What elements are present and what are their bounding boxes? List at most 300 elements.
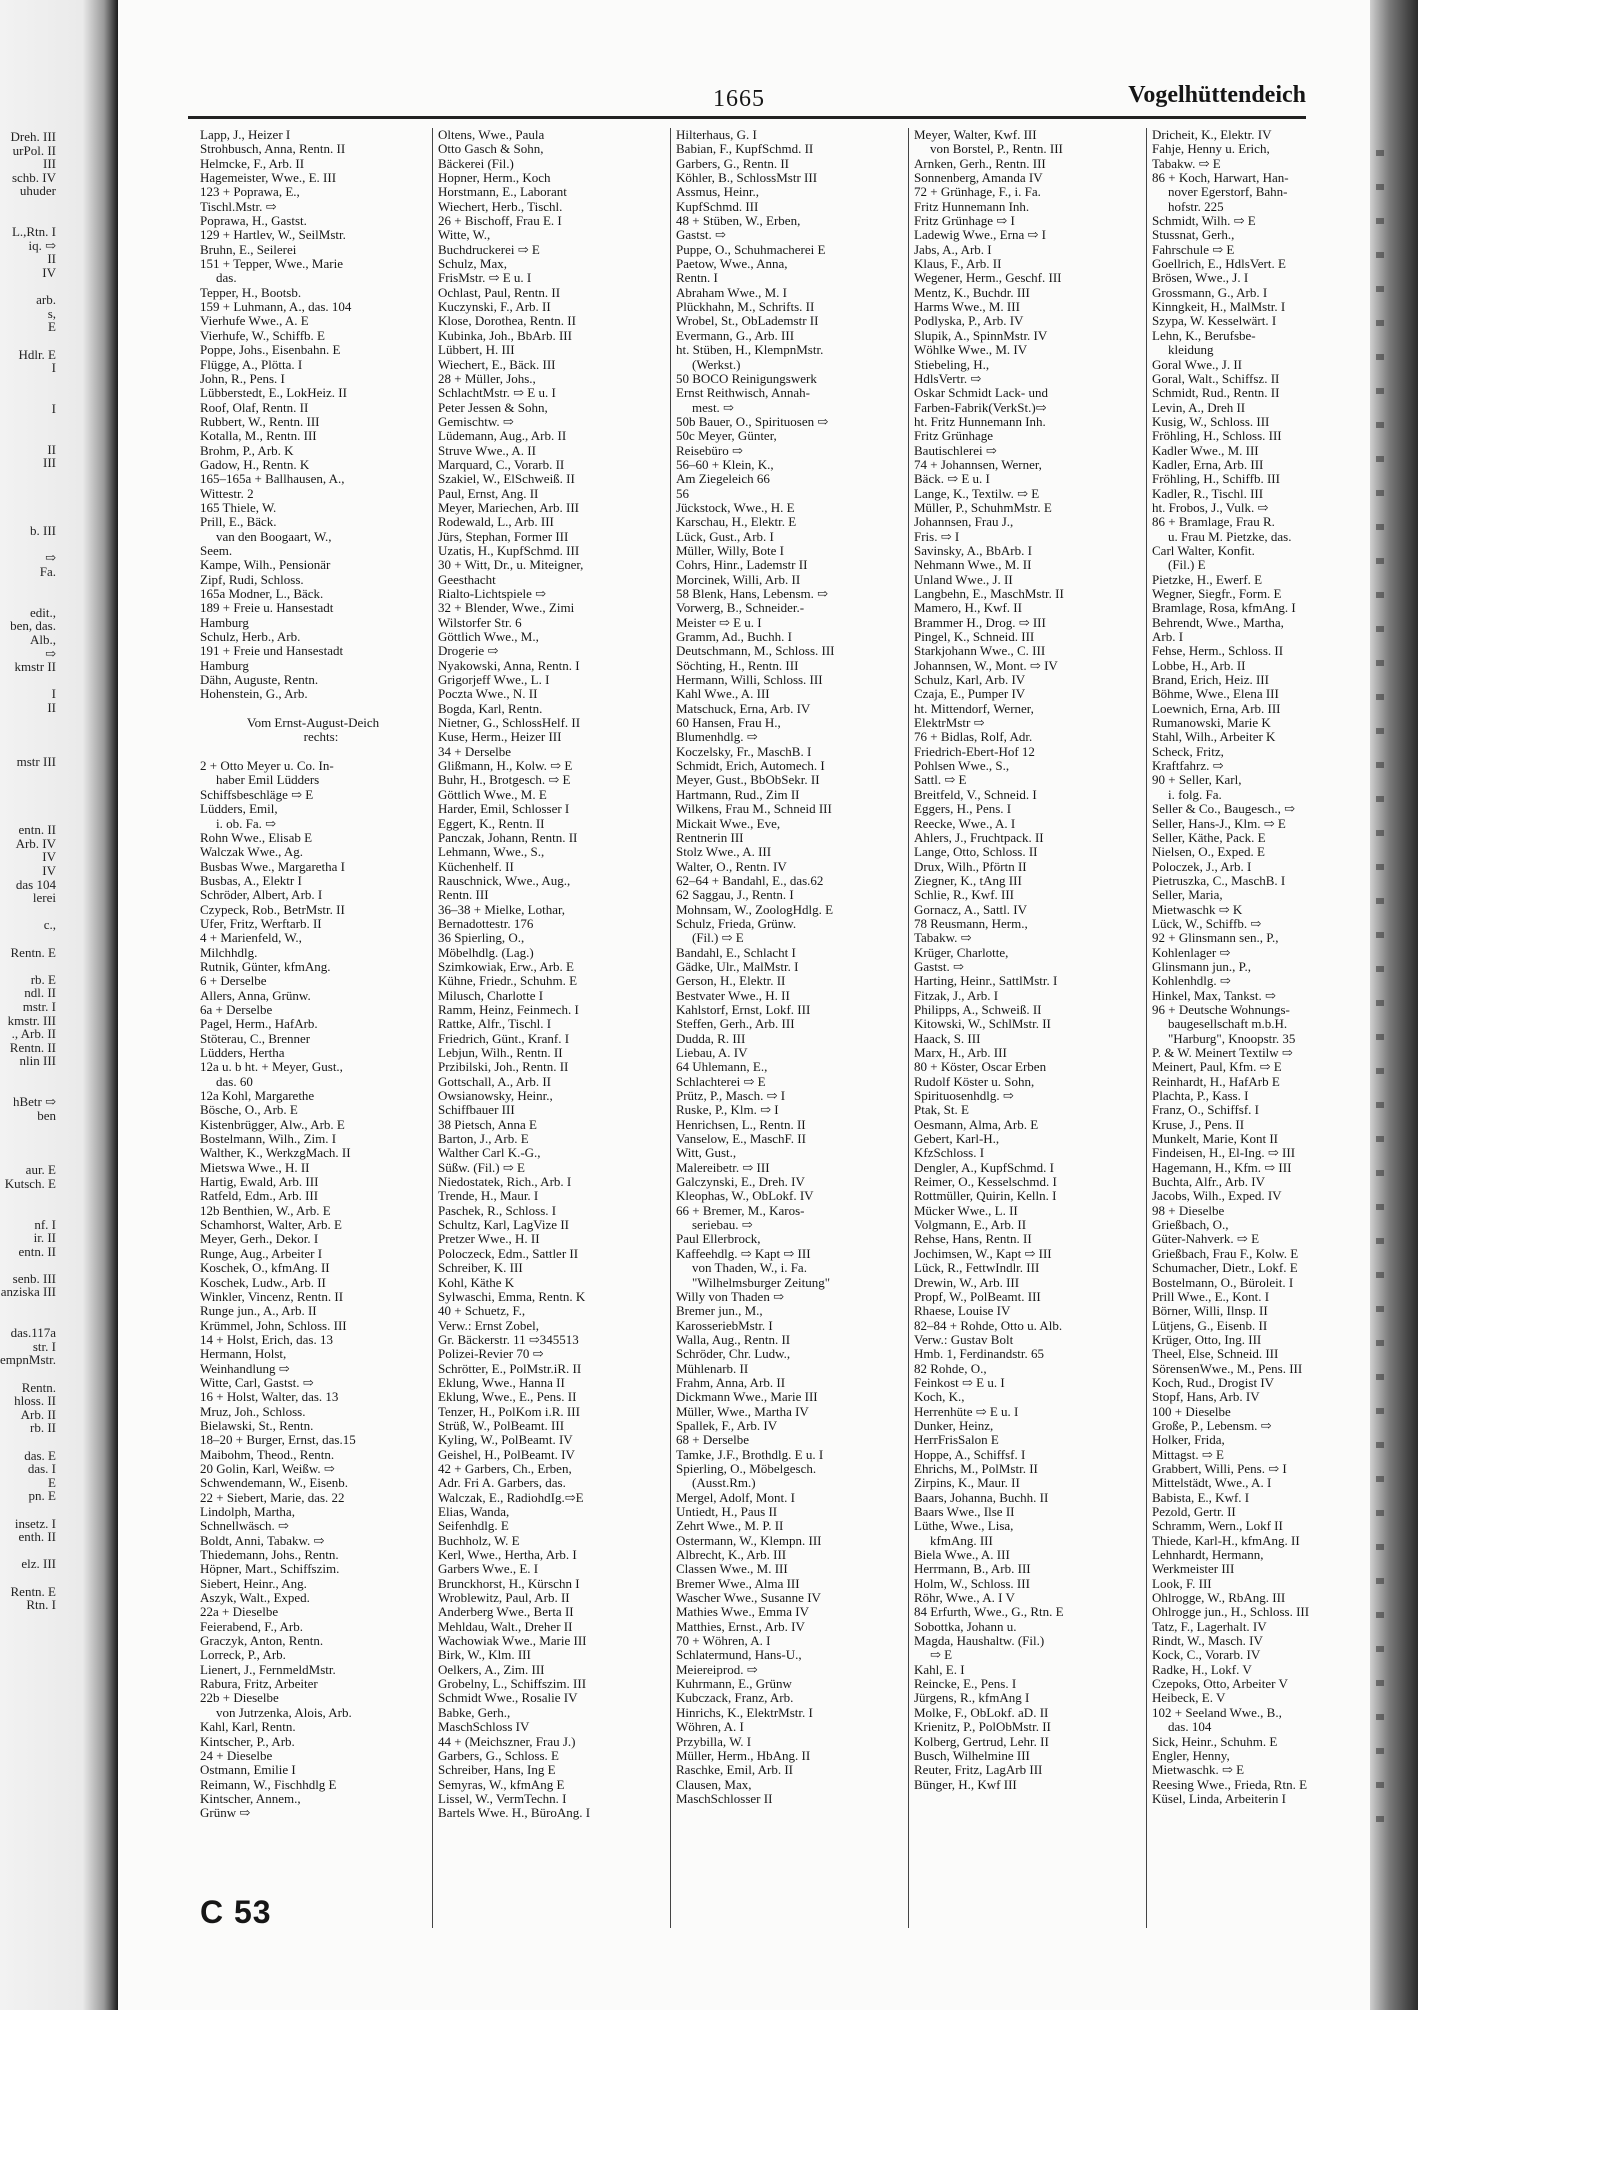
directory-entry-line: Gastst. ⇨ (914, 959, 964, 974)
directory-entry-line: Höpner, Mart., Schiffszim. (200, 1562, 340, 1577)
directory-entry-line: Bogda, Karl, Rentn. (438, 701, 543, 716)
directory-entry-line: Meyer, Gust., BbObSekr. II (676, 773, 820, 788)
directory-entry-line: Blumenhdlg. ⇨ (676, 730, 758, 745)
directory-entry-line: Hamburg (200, 658, 249, 673)
directory-entry-line: Stopf, Hans, Arb. IV (1152, 1390, 1260, 1405)
directory-entry-line: Sick, Heinr., Schuhm. E (1152, 1734, 1278, 1749)
directory-entry-line: Ptak, St. E (914, 1103, 969, 1118)
directory-entry-line: Mittelstädt, Wwe., A. I (1152, 1476, 1272, 1491)
directory-entry-line: 58 Blenk, Hans, Lebensm. ⇨ (676, 587, 829, 601)
directory-entry-line: Podlyska, P., Arb. IV (914, 314, 1024, 329)
directory-entry-line: nover Egerstorf, Bahn- (1168, 185, 1288, 200)
directory-entry-line: Winkler, Vincenz, Rentn. II (200, 1289, 344, 1304)
left-page-fragment: das 104 (15, 876, 56, 892)
directory-entry-line: Dudda, R. III (676, 1031, 746, 1046)
directory-entry-line: Cohrs, Hinr., Lademstr II (676, 558, 808, 573)
left-page-fragment: E (48, 319, 56, 335)
directory-entry-line: HerrFrisSalon E (914, 1433, 999, 1448)
directory-entry-line: Johannsen, Frau J., (914, 515, 1014, 530)
directory-entry-line: Helmcke, F., Arb. II (200, 156, 305, 171)
directory-entry-line: 165 Thiele, W. (200, 500, 277, 515)
directory-entry-line: ⇨ E (930, 1648, 953, 1663)
directory-entry-line: Gottschall, A., Arb. II (438, 1074, 552, 1089)
directory-entry-line: 40 + Schuetz, F., (438, 1304, 526, 1319)
left-page-fragment: enth. II (18, 1529, 56, 1545)
directory-entry-line: Gadow, H., Rentn. K (200, 457, 310, 472)
directory-entry-line: Stöterau, C., Brenner (200, 1031, 311, 1046)
directory-entry-line: Vanselow, E., MaschF. II (676, 1132, 806, 1147)
directory-entry-line: 64 Uhlemann, E., (676, 1060, 768, 1075)
directory-entry-line: Pezold, Gertr. II (1152, 1505, 1236, 1519)
left-page-fragment: elz. III (21, 1556, 56, 1572)
directory-entry-line: Drux, Wilh., Pförtn II (914, 859, 1027, 874)
directory-entry-line: Verw.: Gustav Bolt (914, 1332, 1014, 1347)
left-page-fragment: ben (37, 1107, 56, 1123)
left-page-fragment (0, 1258, 118, 1272)
directory-entry-line: Rubbert, W., Rentn. III (200, 414, 320, 429)
directory-entry-line: Vierhufe Wwe., A. E (200, 314, 309, 329)
directory-entry-line: Müller, Herm., HbAng. II (676, 1748, 811, 1763)
directory-entry-line: Schulz, Herb., Arb. (200, 630, 301, 645)
left-page-fragment: pn. E (28, 1488, 56, 1504)
directory-entry-line: Eggert, K., Rentn. II (438, 816, 545, 831)
directory-entry-line: Grießbach, O., (1152, 1218, 1229, 1233)
directory-entry-line: Brand, Erich, Heiz. III (1152, 673, 1269, 688)
directory-entry-line: Goral Wwe., J. II (1152, 357, 1243, 372)
directory-entry-line: (Ausst.Rm.) (692, 1476, 756, 1491)
directory-entry-line: ht. Frobos, J., Vulk. ⇨ (1152, 500, 1269, 515)
left-page-fragment (0, 769, 118, 783)
directory-entry-line: Adr. Fri A. Garbers, das. (438, 1476, 566, 1491)
directory-entry-line: Schramm, Wern., Lokf II (1152, 1519, 1283, 1534)
directory-entry-line: Zirpins, K., Maur. II (914, 1476, 1020, 1491)
directory-entry-line: Radke, H., Lokf. V (1152, 1662, 1252, 1677)
directory-entry-line: Reecke, Wwe., A. I (914, 816, 1016, 831)
directory-entry-line: Ramm, Heinz, Feinmech. I (438, 1002, 579, 1017)
directory-entry-line: Kolberg, Gertrud, Lehr. II (914, 1734, 1049, 1749)
left-page-fragment: s, (47, 305, 56, 321)
directory-entry-line: Willy von Thaden ⇨ (676, 1289, 784, 1304)
directory-entry-line: Mietwaschk ⇨ K (1152, 902, 1243, 917)
directory-entry-line: 42 + Garbers, Ch., Erben, (438, 1461, 572, 1476)
left-page-fragment (0, 1122, 118, 1136)
directory-entry-line: Frahm, Anna, Arb. II (676, 1375, 786, 1390)
directory-entry-line: Vom Ernst-August-Deich (246, 716, 380, 731)
directory-entry-line: Walter, O., Rentn. IV (676, 859, 787, 874)
directory-entry-line: 123 + Poprawa, E., (200, 185, 300, 200)
directory-entry-line: kleidung (1168, 343, 1214, 358)
directory-entry-line: Hermann, Willi, Schloss. III (676, 673, 823, 688)
directory-entry-line: Mühlenarb. II (676, 1361, 749, 1376)
directory-entry-line: Mamero, H., Kwf. II (914, 601, 1022, 616)
left-page-fragment: str. I (32, 1338, 56, 1354)
directory-entry-line: 30 + Witt, Dr., u. Miteigner, (438, 558, 584, 573)
directory-entry-line: Goral, Walt., Schiffsz. II (1152, 371, 1280, 386)
directory-entry-line: Lehmann, Wwe., S., (438, 845, 545, 860)
directory-entry-line: Babian, F., KupfSchmd. II (676, 142, 814, 157)
directory-entry-line: Lück, R., FettwIndlr. III (914, 1261, 1040, 1276)
directory-entry-line: Liebau, A. IV (676, 1046, 748, 1060)
directory-entry-line: Reimann, W., Fischhdlg E (200, 1777, 337, 1792)
directory-entry-line: 12a Kohl, Margarethe (200, 1089, 315, 1104)
directory-entry-line: Süßw. (Fil.) ⇨ E (438, 1160, 525, 1175)
left-page-fragment: rb. E (30, 971, 56, 987)
directory-entry-line: mest. ⇨ (692, 400, 734, 415)
directory-entry-line: 60 Hansen, Frau H., (676, 716, 781, 731)
directory-entry-line: Koch, Rud., Drogist IV (1152, 1375, 1275, 1390)
directory-column-5 (1152, 128, 1378, 1968)
directory-entry-line: 98 + Dieselbe (1152, 1203, 1225, 1218)
directory-entry-line: SörensenWwe., M., Pens. III (1152, 1361, 1303, 1376)
directory-entry-line: Runge, Aug., Arbeiter I (200, 1246, 323, 1261)
directory-entry-line: 90 + Seller, Karl, (1152, 773, 1242, 788)
directory-entry-line: Pietruszka, C., MaschB. I (1152, 873, 1286, 888)
left-page-fragment: Arb. IV (15, 835, 56, 851)
directory-entry-line: Busbas, A., Elektr I (200, 873, 302, 888)
directory-entry-line: 32 + Blender, Wwe., Zimi (438, 601, 575, 616)
directory-entry-line: Klose, Dorothea, Rentn. II (438, 314, 576, 329)
directory-entry-line: Prütz, P., Masch. ⇨ I (676, 1089, 786, 1104)
directory-entry-line: 100 + Dieselbe (1152, 1404, 1231, 1419)
directory-entry-line: Ahlers, J., Fruchtpack. II (914, 830, 1044, 845)
directory-entry-line: Oelkers, A., Zim. III (438, 1662, 545, 1677)
directory-entry-line: Zehrt Wwe., M. P. II (676, 1519, 784, 1534)
directory-entry-line: Boldt, Anni, Tabakw. ⇨ (200, 1533, 325, 1548)
directory-entry-line: Wöhlke Wwe., M. IV (914, 343, 1028, 358)
left-page-fragment: aur. E (25, 1162, 56, 1178)
directory-entry-line: 84 Erfurth, Wwe., G., Rtn. E (914, 1605, 1064, 1620)
directory-entry-line: Findeisen, H., El-Ing. ⇨ III (1152, 1146, 1296, 1161)
left-page-fragment (0, 1299, 118, 1313)
directory-entry-line: Lüdders, Hertha (200, 1046, 285, 1060)
directory-entry-line: Lange, K., Textilw. ⇨ E (914, 486, 1040, 501)
directory-entry-line: 6a + Derselbe (200, 1002, 273, 1017)
directory-entry-line: Rabura, Fritz, Arbeiter (200, 1677, 318, 1692)
left-page-fragment: II (47, 251, 56, 267)
directory-entry-line: Meyer, Gerh., Dekor. I (200, 1232, 319, 1247)
directory-entry-line: ElektrMstr ⇨ (914, 716, 985, 731)
directory-entry-line: Kruse, J., Pens. II (1152, 1117, 1245, 1132)
directory-entry-line: Kahl, Karl, Rentn. (200, 1720, 296, 1735)
directory-entry-line: Lübbert, H. III (438, 343, 515, 358)
directory-entry-line: Elias, Wanda, (438, 1505, 510, 1519)
directory-entry-line: Czypeck, Rob., BetrMstr. II (200, 902, 345, 917)
directory-entry-line: 26 + Bischoff, Frau E. I (438, 214, 562, 229)
directory-entry-line: Meyer, Mariechen, Arb. III (438, 500, 579, 515)
directory-entry-line: 34 + Derselbe (438, 744, 512, 759)
directory-entry-line: 20 Golin, Karl, Weißw. ⇨ (200, 1461, 335, 1476)
directory-entry-line: Hermann, Holst, (200, 1347, 287, 1362)
directory-entry-line: Möbelhdlg. (Lag.) (438, 945, 534, 960)
directory-entry-line: Hopner, Herm., Koch (438, 171, 551, 186)
left-page-fragment (0, 1435, 118, 1449)
directory-entry-line: Galczynski, E., Dreh. IV (676, 1175, 805, 1190)
directory-entry-line: Göttlich Wwe., M. E (438, 787, 547, 802)
directory-entry-line: Savinsky, A., BbArb. I (914, 543, 1032, 558)
directory-entry-line: Weinhandlung ⇨ (200, 1361, 290, 1376)
directory-entry-line: Böhme, Wwe., Elena III (1152, 687, 1279, 702)
directory-entry-line: Schreiber, Hans, Ing E (438, 1763, 556, 1778)
directory-entry-line: Mücker Wwe., L. II (914, 1203, 1018, 1218)
directory-entry-line: 38 Pietsch, Anna E (438, 1117, 537, 1132)
left-page-fragment: Hdlr. E (18, 346, 56, 362)
directory-entry-line: Wroblewitz, Paul, Arb. II (438, 1591, 570, 1606)
directory-entry-line: Witte, Carl, Gastst. ⇨ (200, 1375, 314, 1390)
directory-entry-line: Lübberstedt, E., LokHeiz. II (200, 386, 347, 401)
directory-entry-line: KfzSchloss. I (914, 1146, 985, 1161)
directory-entry-line: Müller, Wwe., Martha IV (676, 1404, 809, 1419)
directory-entry-line: Lütjens, G., Eisenb. II (1152, 1318, 1268, 1333)
directory-entry-line: Morcinek, Willi, Arb. II (676, 572, 801, 587)
directory-entry-line: Fahje, Henny u. Erich, (1152, 142, 1270, 157)
directory-entry-line: baugesellschaft m.b.H. (1168, 1017, 1288, 1032)
directory-entry-line: Paetow, Wwe., Anna, (676, 257, 788, 272)
directory-entry-line: 159 + Luhmann, A., das. 104 (200, 300, 352, 315)
directory-entry-line: Grossmann, G., Arb. I (1152, 285, 1268, 300)
directory-entry-line: Mentz, K., Buchdr. III (914, 285, 1030, 300)
directory-entry-line: Wilkens, Frau M., Schneid III (676, 802, 832, 817)
directory-entry-line: Drogerie ⇨ (438, 644, 499, 659)
header-rule (188, 116, 1306, 119)
directory-entry-line: Kadler Wwe., M. III (1152, 443, 1259, 458)
directory-entry-line: Eggers, H., Pens. I (914, 802, 1012, 817)
left-page-fragment: lerei (32, 890, 56, 906)
directory-entry-line: Harms Wwe., M. III (914, 300, 1020, 315)
directory-entry-line: Friedrich, Günt., Kranf. I (438, 1031, 570, 1046)
left-page-fragment (0, 1503, 118, 1517)
directory-entry-line: Koschek, O., kfmAng. II (200, 1261, 330, 1276)
directory-entry-line: Lüthe, Wwe., Lisa, (914, 1519, 1014, 1534)
directory-entry-line: Geesthacht (438, 572, 496, 587)
directory-entry-line: Marx, H., Arb. III (914, 1046, 1007, 1060)
directory-entry-line: von Borstel, P., Rentn. III (930, 142, 1063, 157)
directory-entry-line: Runge jun., A., Arb. II (200, 1304, 317, 1319)
directory-entry-line: Schröder, Chr. Ludw., (676, 1347, 791, 1362)
directory-entry-line: Engler, Henny, (1152, 1748, 1230, 1763)
directory-entry-line: i. folg. Fa. (1168, 787, 1222, 802)
left-page-fragment: IV (42, 264, 56, 280)
directory-entry-line: Lüdemann, Aug., Arb. II (438, 429, 567, 444)
directory-entry-line: Reincke, E., Pens. I (914, 1677, 1017, 1692)
directory-entry-line: Mathies Wwe., Emma IV (676, 1605, 809, 1620)
directory-entry-line: Seller, Hans-J., Klm. ⇨ E (1152, 816, 1286, 831)
directory-column-1 (200, 128, 426, 1968)
directory-entry-line: Lienert, J., FernmeldMstr. (200, 1662, 336, 1677)
directory-entry-line: Grobelny, L., Schiffszim. III (438, 1677, 587, 1692)
directory-entry-line: 86 + Bramlage, Frau R. (1152, 515, 1275, 530)
directory-entry-line: Meister ⇨ E u. I (676, 615, 762, 630)
left-page-fragment: uhuder (19, 183, 56, 199)
left-page-fragment: rb. II (30, 1420, 56, 1436)
directory-entry-line: i. ob. Fa. ⇨ (216, 816, 277, 831)
directory-entry-line: Paschek, R., Schloss. I (438, 1203, 557, 1218)
directory-column-2 (438, 128, 664, 1968)
directory-entry-line: Kitowski, W., SchlMstr. II (914, 1017, 1051, 1032)
directory-entry-line: Rindt, W., Masch. IV (1152, 1634, 1263, 1649)
left-page-fragment: Rentn. E (10, 1583, 56, 1599)
directory-entry-line: Feierabend, F., Arb. (200, 1619, 303, 1634)
directory-entry-line: Carl Walter, Konfit. (1152, 543, 1255, 558)
directory-entry-line: 165a Modner, L., Bäck. (200, 587, 324, 601)
directory-entry-line: Kampe, Wilh., Pensionär (200, 558, 331, 573)
directory-entry-line: Bremer jun., M., (676, 1304, 763, 1319)
directory-entry-line (200, 745, 426, 759)
left-page-fragment: Rentn. (21, 1379, 56, 1395)
left-page-fragment: senb. III (12, 1270, 56, 1286)
directory-entry-line: Zipf, Rudi, Schloss. (200, 572, 304, 587)
directory-entry-line: Peter Jessen & Sohn, (438, 400, 548, 415)
directory-entry-line: Bautischlerei ⇨ (914, 443, 997, 458)
directory-entry-line: Kadler, R., Tischl. III (1152, 486, 1264, 501)
directory-entry-line: Bäck. ⇨ E u. I (914, 472, 990, 487)
directory-entry-line: Schiffbauer III (438, 1103, 515, 1118)
directory-entry-line: Magda, Haushaltw. (Fil.) (914, 1634, 1045, 1649)
directory-entry-line: 14 + Holst, Erich, das. 13 (200, 1332, 333, 1347)
left-page-fragment: III (43, 455, 56, 471)
directory-entry-line: ht. Fritz Hunnemann Inh. (914, 414, 1046, 429)
directory-entry-line: Koczelsky, Fr., MaschB. I (676, 744, 812, 759)
directory-entry-line: Puppe, O., Schuhmacherei E (676, 242, 826, 257)
directory-entry-line: Trende, H., Maur. I (438, 1189, 539, 1204)
directory-entry-line: Szakiel, W., ElSchweiß. II (438, 472, 575, 487)
directory-entry-line: Fröhling, H., Schloss. III (1152, 429, 1282, 444)
directory-entry-line: Scheck, Fritz, (1152, 744, 1224, 759)
directory-entry-line: Siebert, Heinr., Ang. (200, 1576, 307, 1591)
directory-entry-line: Sattl. ⇨ E (914, 773, 967, 788)
left-page-fragment: Kutsch. E (4, 1175, 56, 1191)
directory-entry-line: Kistenbrügger, Alw., Arb. E (200, 1117, 345, 1132)
directory-entry-line: 165–165a + Ballhausen, A., (200, 472, 345, 487)
directory-entry-line: Kuhrmann, E., Grünw (676, 1677, 792, 1692)
directory-entry-line: Propf, W., PolBeamt. III (914, 1289, 1041, 1304)
directory-entry-line: Poczta Wwe., N. II (438, 687, 538, 702)
left-page-fragment-list (0, 0, 118, 1612)
directory-entry-line: Schnellwäsch. ⇨ (200, 1519, 289, 1534)
left-page-fragment (0, 1150, 118, 1164)
directory-entry-line: Drewin, W., Arb. III (914, 1275, 1020, 1290)
directory-entry-line: Dricheit, K., Elektr. IV (1152, 128, 1272, 142)
directory-entry-line: von Thaden, W., i. Fa. (692, 1261, 807, 1276)
directory-entry-line: Herrmann, B., Arb. III (914, 1562, 1031, 1577)
directory-entry-line: Kohl, Käthe K (438, 1275, 515, 1290)
directory-entry-line: Wöhren, A. I (676, 1720, 744, 1735)
directory-entry-line: Schmidt, Erich, Automech. I (676, 759, 825, 774)
directory-entry-line: Seem. (200, 543, 233, 558)
directory-entry-line: Bandahl, E., Schlacht I (676, 945, 796, 960)
left-page-fragment: das. I (27, 1461, 56, 1477)
directory-entry-line: Tischl.Mstr. ⇨ (200, 199, 277, 214)
directory-entry-line: Fahrschule ⇨ E (1152, 242, 1235, 257)
directory-entry-line: Barton, J., Arb. E (438, 1132, 529, 1147)
directory-entry-line: Unland Wwe., J. II (914, 572, 1013, 587)
directory-entry-line: Levin, A., Dreh II (1152, 400, 1246, 415)
directory-entry-line: von Jutrzenka, Alois, Arb. (216, 1705, 352, 1720)
left-page-fragment: ⇨ (45, 550, 56, 566)
directory-entry-line: Poloczek, J., Arb. I (1152, 859, 1252, 874)
directory-entry-line: Ostmann, Emilie I (200, 1763, 296, 1778)
directory-entry-line: 80 + Köster, Oscar Erben (914, 1060, 1047, 1075)
directory-entry-line: Jochimsen, W., Kapt ⇨ III (914, 1246, 1052, 1261)
directory-entry-line: Nielsen, O., Exped. E (1152, 845, 1266, 860)
directory-entry-line: Grießbach, Frau F., Kolw. E (1152, 1246, 1299, 1261)
directory-entry-line: Gornacz, A., Sattl. IV (914, 902, 1028, 917)
directory-entry-line: Hagemann, H., Kfm. ⇨ III (1152, 1160, 1292, 1175)
left-page-fragment: ir. II (33, 1230, 56, 1246)
directory-entry-line: Schamhorst, Walter, Arb. E (200, 1218, 342, 1233)
directory-entry-line: Kaffeehdlg. ⇨ Kapt ⇨ III (676, 1246, 811, 1261)
directory-entry-line: 4 + Marienfeld, W., (200, 931, 302, 946)
left-page-fragment (0, 212, 118, 226)
directory-entry-line: Reisebüro ⇨ (676, 443, 743, 458)
directory-entry-line: Kühne, Friedr., Schuhm. E (438, 974, 578, 989)
left-page-fragment (0, 1571, 118, 1585)
directory-entry-line: 18–20 + Burger, Ernst, das.15 (200, 1433, 356, 1448)
directory-entry-line: Theel, Else, Schneid. III (1152, 1347, 1279, 1362)
directory-entry-line: Göttlich Wwe., M., (438, 630, 539, 645)
left-page-fragment (0, 742, 118, 756)
left-page-fragment: Rentn. E (10, 944, 56, 960)
directory-entry-line: Graczyk, Anton, Rentn. (200, 1634, 324, 1649)
directory-entry-line: haber Emil Lüdders (216, 773, 320, 788)
directory-entry-line: rechts: (303, 730, 339, 745)
directory-entry-line: Garbers Wwe., E. I (438, 1562, 539, 1577)
directory-entry-line: Brösen, Wwe., J. I (1152, 271, 1249, 286)
directory-entry-line: Wittestr. 2 (200, 486, 254, 501)
left-page-fragment (0, 674, 118, 688)
directory-entry-line: Kohlenhdlg. ⇨ (1152, 974, 1231, 989)
directory-entry-line: Spallek, F., Arb. IV (676, 1418, 778, 1433)
directory-entry-line: P. & W. Meinert Textilw ⇨ (1152, 1046, 1293, 1060)
directory-entry-line: Werkmeister III (1152, 1562, 1235, 1577)
directory-entry-line: Hoppe, A., Schiffsf. I (914, 1447, 1026, 1462)
directory-entry-line: Malereibetr. ⇨ III (676, 1160, 770, 1175)
directory-entry-line: 56–60 + Klein, K., (676, 457, 774, 472)
directory-entry-line: Wegener, Herm., Geschf. III (914, 271, 1062, 286)
directory-entry-line: Schmidt Wwe., Rosalie IV (438, 1691, 578, 1706)
directory-entry-line: Rohn Wwe., Elisab E (200, 830, 313, 845)
left-page-fragment: II (47, 699, 56, 715)
directory-entry-line: Pietzke, H., Ewerf. E (1152, 572, 1263, 587)
directory-entry-line: 82–84 + Rohde, Otto u. Alb. (914, 1318, 1063, 1333)
left-page-fragment: das. E (24, 1447, 56, 1463)
directory-entry-line: Mehldau, Walt., Dreher II (438, 1619, 573, 1634)
directory-entry-line: Volgmann, E., Arb. II (914, 1218, 1027, 1233)
directory-entry-line: Kusig, W., Schloss. III (1152, 414, 1270, 429)
directory-entry-line: SchlachtMstr. ⇨ E u. I (438, 386, 556, 401)
directory-entry-line: Gädke, Ulr., MalMstr. I (676, 959, 799, 974)
directory-entry-line: Rudolf Köster u. Sohn, (914, 1074, 1035, 1089)
directory-entry-line: Harting, Heinr., SattlMstr. I (914, 974, 1058, 989)
directory-entry-line: 36 Spierling, O., (438, 931, 525, 946)
directory-entry-line: 6 + Derselbe (200, 974, 267, 989)
directory-entry-line: Look, F. III (1152, 1576, 1212, 1591)
directory-entry-line: Schröder, Albert, Arb. I (200, 888, 323, 903)
directory-entry-line: Grünw ⇨ (200, 1806, 251, 1821)
directory-entry-line: Heibeck, E. V (1152, 1691, 1226, 1706)
directory-entry-line: HdlsVertr. ⇨ (914, 371, 982, 386)
directory-entry-line: Bostelmann, O., Büroleit. I (1152, 1275, 1294, 1290)
directory-entry-line: Schulz, Frieda, Grünw. (676, 916, 797, 931)
directory-entry-line: Gastst. ⇨ (676, 228, 726, 243)
directory-entry-line: Schulz, Karl, Arb. IV (914, 673, 1026, 688)
left-page-fragment: hBetr ⇨ (12, 1094, 56, 1110)
directory-entry-line: 12b Benthien, W., Arb. E (200, 1203, 331, 1218)
directory-entry-line: 56 (676, 486, 689, 501)
directory-entry-line: Nietner, G., SchlossHelf. II (438, 716, 581, 731)
directory-entry-line: Röhr, Wwe., A. I V (914, 1591, 1015, 1606)
left-page-fragment (0, 932, 118, 946)
column-rule (432, 128, 433, 1928)
